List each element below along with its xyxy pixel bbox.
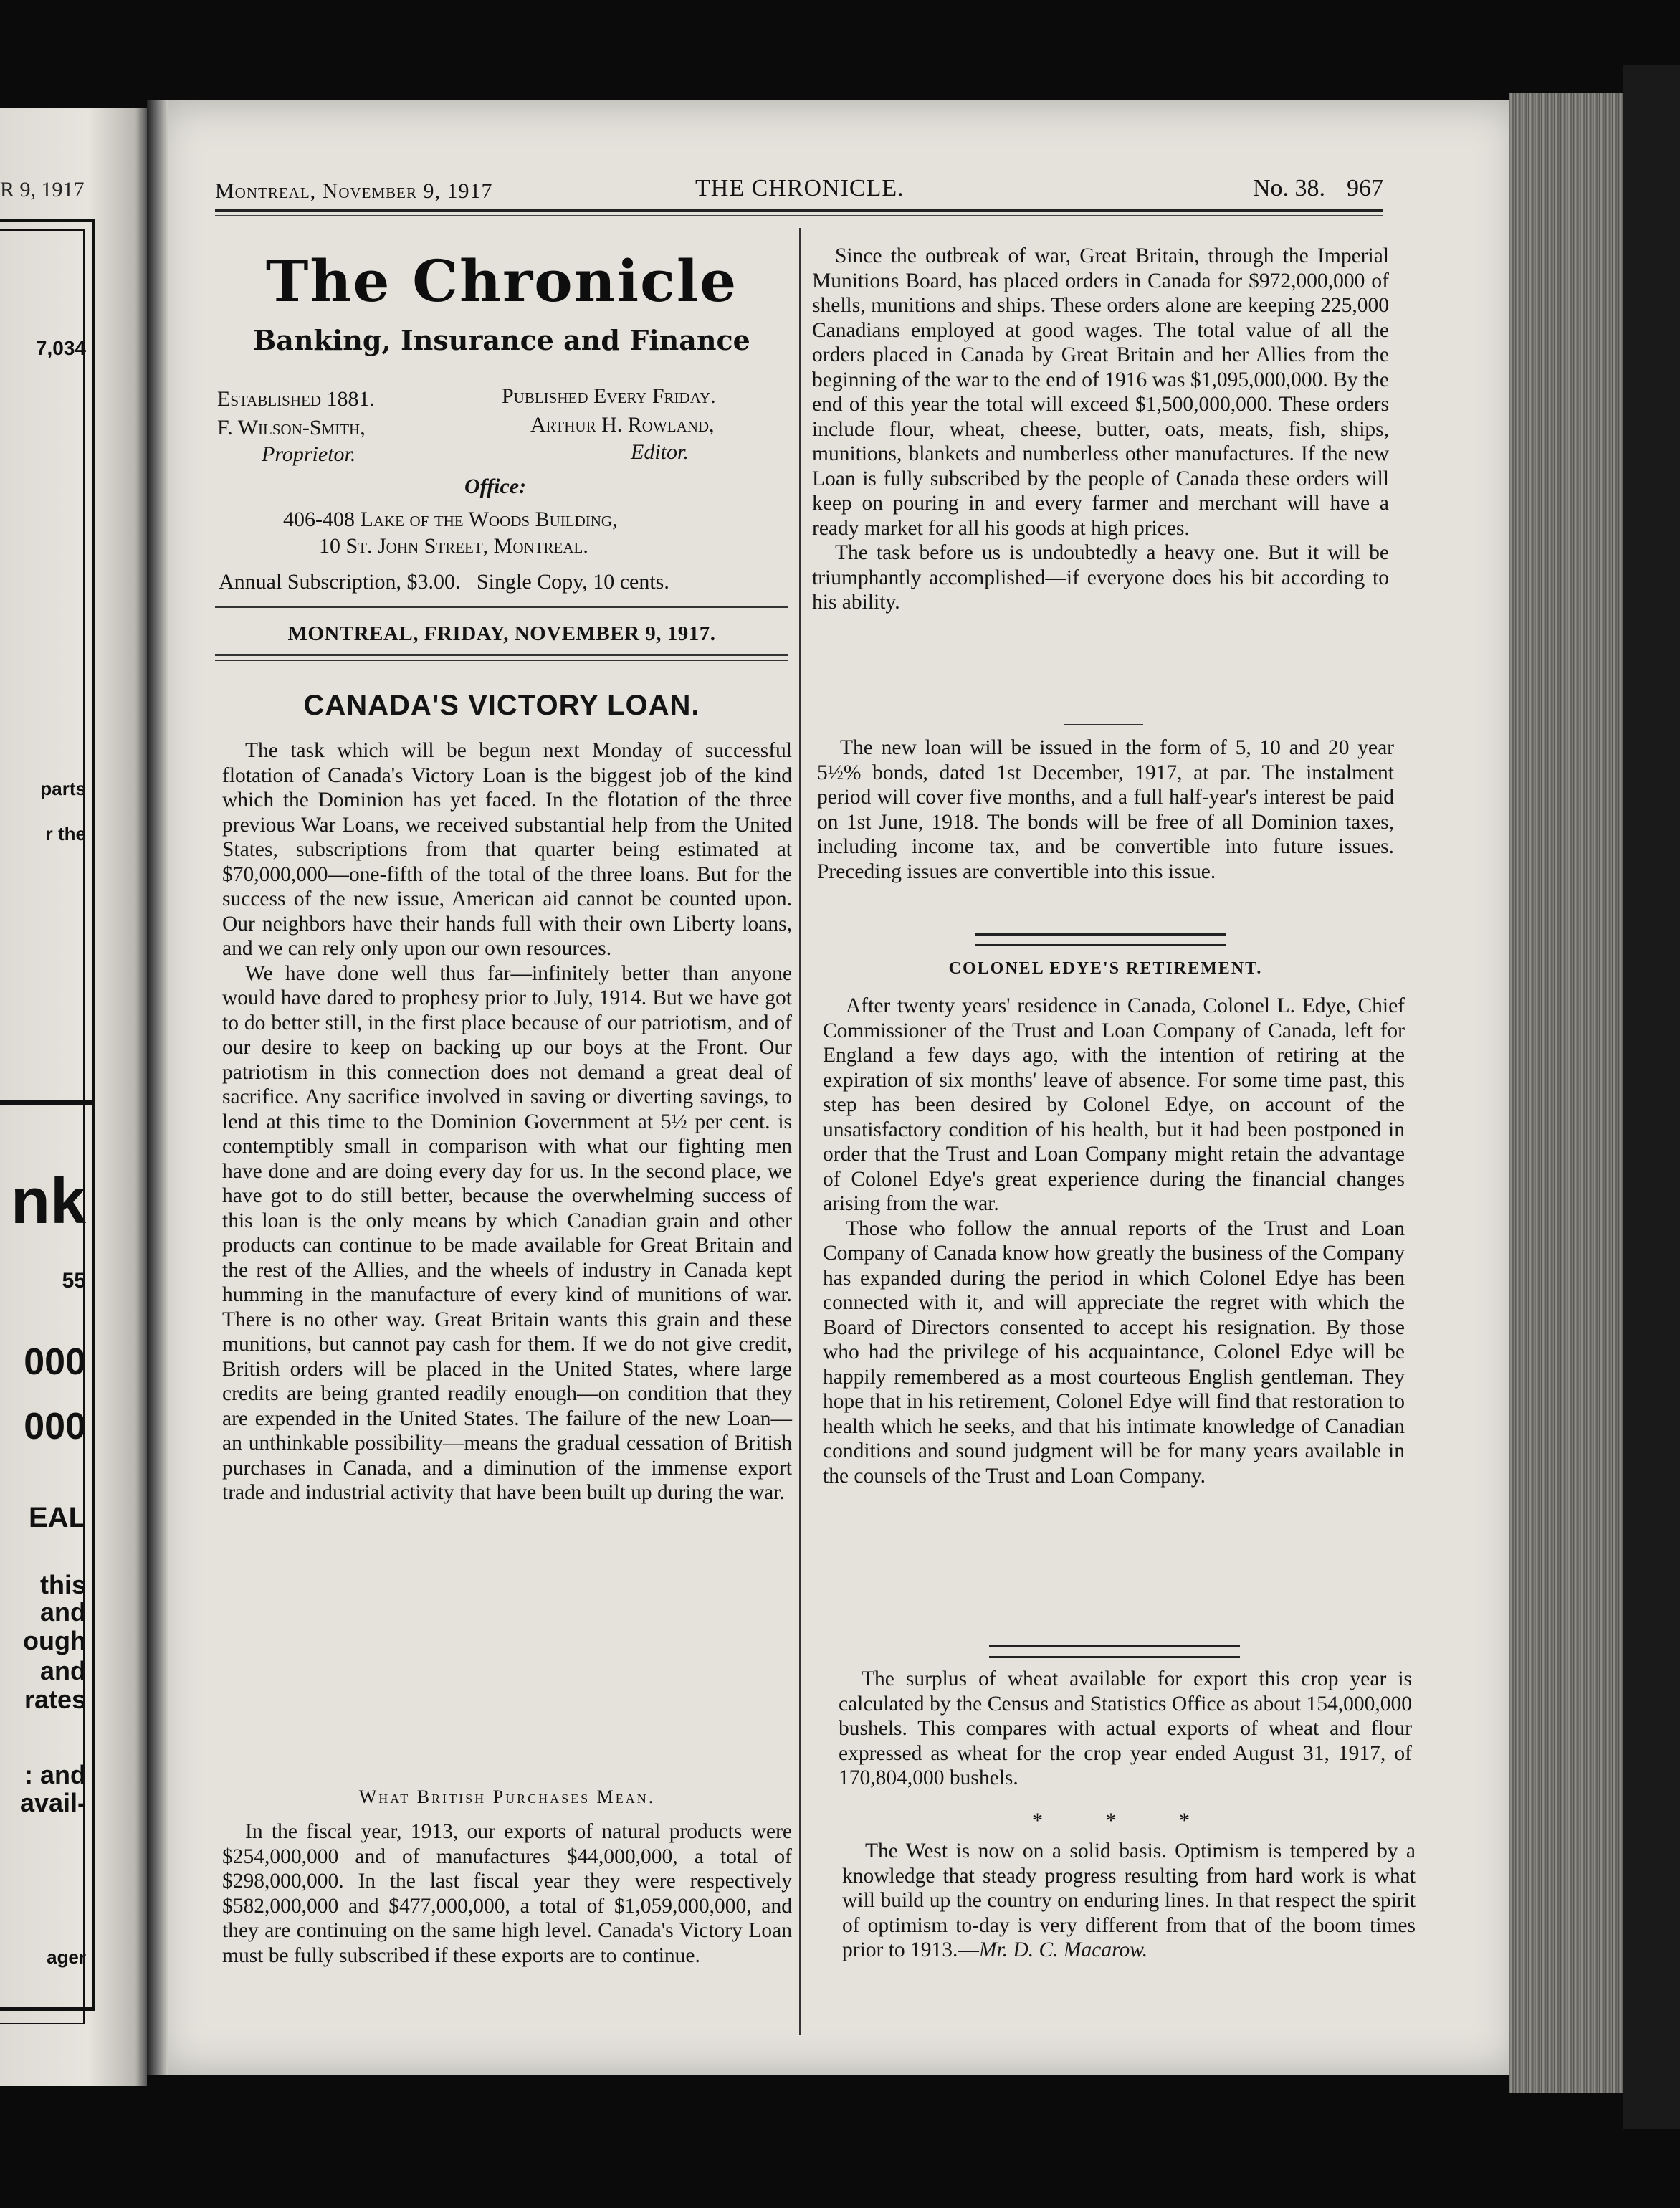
masthead-rule — [215, 606, 788, 608]
published: Published Every Friday. — [502, 384, 716, 408]
dateline-rule — [215, 654, 788, 656]
section-rule — [1064, 724, 1143, 725]
previous-page-fragment: and — [39, 1656, 86, 1685]
running-head-title: THE CHRONICLE. — [695, 175, 905, 201]
previous-page-fragment: 55 — [62, 1269, 86, 1293]
previous-page-fragment: 7,034 — [35, 337, 86, 359]
victory-loan-continued — [812, 244, 1389, 615]
previous-page-ad-frame — [0, 219, 95, 2011]
paragraph: Since the outbreak of war, Great Britain, through the Imperial Munitions Board, has placed orders in Canada for $972,000,000 of shells, munitions and ships. These orders alone are keeping 225,000 Canadians employed at good wages. The total value of all the orders placed in Canada by Great Britain and her Allies from the beginning of the war to the end of 1916 was $1,095,000,000. By the end of this year the total will exceed $1,500,000,000. These orders include flour, wheat, cheese, butter, oats, meats, fish, ships, munitions, blankets and numberless other manufactures. If the new Loan is fully subscribed by the people of Canada these orders will keep on pouring in and every farmer and merchant will have a ready market for all his goods at high prices. — [812, 244, 1389, 540]
proprietor-name: F. Wilson-Smith, — [217, 416, 366, 439]
signature: Mr. D. C. Macarow. — [978, 1938, 1148, 1961]
previous-page-fragment: this — [39, 1570, 86, 1599]
dateline: MONTREAL, FRIDAY, NOVEMBER 9, 1917. — [287, 622, 716, 645]
paragraph: The surplus of wheat available for export this crop year is calculated by the Census and Statistics Office as about 154,000,000 bushels. This compares with actual exports of wheat and flour expressed as wheat for the crop year ended August 31, 1917, of 170,804,000 bushels. — [839, 1667, 1412, 1789]
previous-page-running-head: R 9, 1917 — [0, 178, 85, 201]
previous-page-fragment: : and — [24, 1760, 86, 1789]
west-paragraph-block — [842, 1839, 1416, 1963]
previous-page-fragment: ough — [23, 1626, 86, 1655]
west-text: The West is now on a solid basis. Optimism is tempered by a knowledge that steady progress resulting from hard work is what will build up the country on enduring lines. In that respect the spirit of optimism to-day is very different from that of the boom times prior to 1913.— — [842, 1840, 1416, 1961]
head-rule — [215, 209, 1383, 212]
previous-page-fragment: and — [39, 1597, 86, 1627]
previous-page-fragment: avail- — [19, 1788, 86, 1817]
paragraph — [842, 1839, 1416, 1963]
previous-page-fragment: rates — [24, 1685, 86, 1714]
previous-page-fragment: parts — [40, 778, 86, 799]
subhead-british-purchases: What British Purchases Mean. — [358, 1786, 656, 1807]
editor-role: Editor. — [631, 440, 689, 464]
previous-page-fragment: nk — [10, 1166, 86, 1237]
paragraph: The task which will be begun next Monday of successful flotation of Canada's Victory Loan is the biggest job of the kind which the Dominion has yet faced. In the flotation of the three previous War Loans, we received substantial help from the United States, subscriptions from that quarter being estimated at $70,000,000—one-fifth of the total of the three loans. But for the success of the new issue, American aid cannot be counted upon. Our neighbors have their hands full with their own Liberty loans, and we can rely only upon our own resources. — [222, 739, 792, 960]
double-rule — [975, 933, 1226, 946]
paragraph: The new loan will be issued in the form of 5, 10 and 20 year 5½% bonds, dated 1st December, 1917, at par. The instalment period will cover five months, and a full half-year's interest be paid on 1st June, 1918. The bonds will be free of all Dominion taxes, including income tax, and be convertible into future issues. Preceding issues are convertible into this issue. — [817, 736, 1394, 883]
article-headline: CANADA'S VICTORY LOAN. — [303, 690, 700, 721]
double-rule — [989, 1645, 1240, 1658]
paragraph: After twenty years' residence in Canada, Colonel L. Edye, Chief Commissioner of the Trust and Loan Company of Canada, left for England a few days ago, with the intention of retiring at the expiration of six months' leave of absence. For some time past, this step has been desired by Colonel Edye, on account of the unsatisfactory condition of his health, but it had been postponed in order that the Trust and Loan Company might retain the advantage of Colonel Edye's great experience during the financial changes arising from the war. — [823, 994, 1405, 1215]
edye-body — [823, 994, 1405, 1488]
subscription: Annual Subscription, $3.00. Single Copy, 10 cents. — [219, 570, 669, 594]
masthead-title: The Chronicle — [265, 247, 738, 315]
address-line-2: 10 St. John Street, Montreal. — [319, 534, 588, 558]
address-line-1: 406-408 Lake of the Woods Building, — [283, 508, 618, 531]
running-head-number — [1253, 175, 1383, 202]
previous-page-rule — [0, 1100, 92, 1105]
wheat-paragraph-block — [839, 1667, 1412, 1791]
binding-gutter — [147, 100, 168, 2075]
section-stars: * * * — [1032, 1809, 1218, 1832]
issue-number: No. 38. — [1252, 175, 1325, 201]
previous-page-fragment: 000 — [24, 1341, 86, 1383]
running-head — [215, 175, 1383, 206]
dateline-rule-2 — [215, 660, 788, 661]
paragraph: In the fiscal year, 1913, our exports of natural products were $254,000,000 and of manufactures $44,000,000, a total of $298,000,000. In the last fiscal year they were respectively $582,000,000 and $477,000,000, a total of $1,059,000,000, and they are continuing on the same high level. Canada's Victory Loan must be fully subscribed if these exports are to continue. — [222, 1820, 792, 1967]
paragraph: The task before us is undoubtedly a heavy one. But it will be triumphantly accomplished—if everyone does his bit according to his ability. — [812, 541, 1389, 614]
book-cover-edge — [1623, 65, 1680, 2129]
office-label: Office: — [464, 475, 527, 498]
established: Established 1881. — [217, 387, 375, 411]
previous-page-fragment: 000 — [24, 1406, 86, 1447]
previous-page-fragment: EAL — [29, 1502, 86, 1533]
editor-name: Arthur H. Rowland, — [530, 413, 715, 437]
head-rule-thin — [215, 215, 1383, 216]
loan-terms — [817, 736, 1394, 884]
victory-loan-body — [222, 738, 792, 1505]
edye-headline: COLONEL EDYE'S RETIREMENT. — [948, 959, 1263, 978]
previous-page-fragment: r the — [45, 823, 86, 844]
paragraph: Those who follow the annual reports of the Trust and Loan Company of Canada know how greatly the business of the Company has expanded during the period in which Colonel Edye has been connected with it, and will appreciate the regret with which the Board of Directors consented to accept his resignation. By those who had the privilege of his acquaintance, Colonel Edye will be happily remembered as a most courteous English gentleman. They hope that in his retirement, Colonel Edye will find that restoration to health which he seeks, and that his intimate knowledge of Canadian conditions and sound judgment will be for many years available in the counsels of the Trust and Loan Company. — [823, 1217, 1405, 1488]
proprietor-role: Proprietor. — [262, 442, 356, 466]
running-head-date: Montreal, November 9, 1917 — [215, 179, 493, 203]
previous-page-fragment: ager — [47, 1946, 86, 1968]
british-purchases-body — [222, 1819, 792, 1968]
column-divider — [799, 228, 801, 2035]
page-number: 967 — [1347, 175, 1383, 201]
paragraph: We have done well thus far—infinitely better than anyone would have dared to prophesy prior to July, 1914. But we have got to do better still, in the first place because of our patriotism, and of our desire to keep on backing up our boys at the Front. Our patriotism in this connection does not demand a great deal of sacrifice. Any sacrifice involved in saving or diverting savings, to lend at this time to the Dominion Government at 5½ per cent. is contemptibly small in comparison with what our fighting men have done and are doing every day for us. In the second place, we have got to do still better, because the overwhelming success of this loan is the only means by which Canadian grain and other products can continue to be made available for Great Britain and the rest of the Allies, and the wheels of industry in Canada kept humming in the manufacture of every kind of munitions of war. There is no other way. Great Britain wants this grain and these munitions, but cannot pay cash for them. If we do not give credit, British orders will be placed in the United States, where large credits are being granted readily enough—on condition that they are expended in the United States. The failure of the new Loan—an unthinkable possibility—means the gradual cessation of British purchases in Canada, and a diminution of the immense export trade and industrial activity that have been built up during the war. — [222, 961, 792, 1504]
masthead-subtitle: Banking, Insurance and Finance — [253, 324, 750, 356]
